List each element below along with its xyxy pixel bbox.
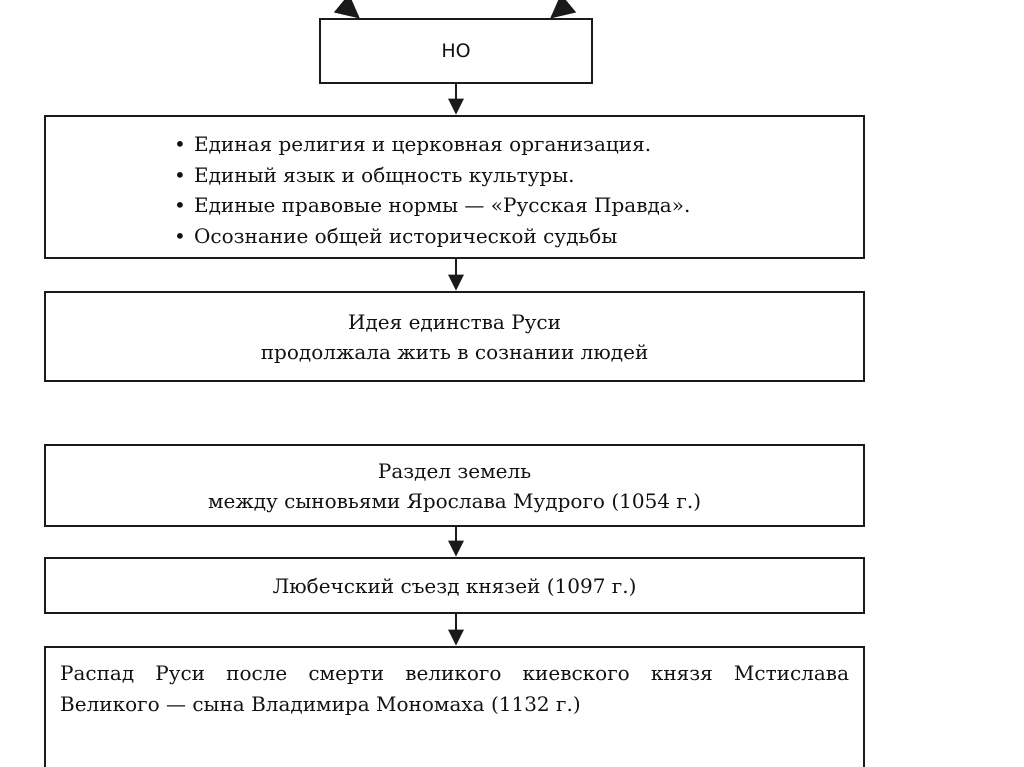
factor-item: • Единые правовые нормы — «Русская Правда».: [174, 190, 863, 221]
collapse-box: [44, 646, 865, 767]
idea-line-1: Идея единства Руси: [348, 309, 561, 334]
factor-item: • Осознание общей исторической судьбы: [174, 221, 863, 252]
idea-line-2: продолжала жить в сознании людей: [260, 339, 649, 364]
no-box: [319, 18, 593, 84]
factor-item: • Единая религия и церковная организация.: [174, 129, 863, 160]
incoming-arrow-right: [552, 6, 565, 17]
no-label: НО: [441, 40, 471, 62]
congress-text: Любечский съезд князей (1097 г.): [272, 573, 637, 598]
split-line-1: Раздел земель: [377, 458, 532, 483]
factor-item: • Единый язык и общность культуры.: [174, 160, 863, 191]
idea-box: [44, 291, 865, 382]
collapse-text: Распад Руси после смерти великого киевского князя Мстислава Великого — сына Владимира Мономаха (1132 г.): [60, 661, 849, 716]
unity-factors-list: [174, 129, 863, 251]
unity-factors-box: [44, 115, 865, 259]
land-split-box: [44, 444, 865, 527]
split-line-2: между сыновьями Ярослава Мудрого (1054 г.): [207, 488, 702, 513]
lyubech-congress-box: [44, 557, 865, 614]
incoming-arrow-left: [345, 6, 358, 17]
